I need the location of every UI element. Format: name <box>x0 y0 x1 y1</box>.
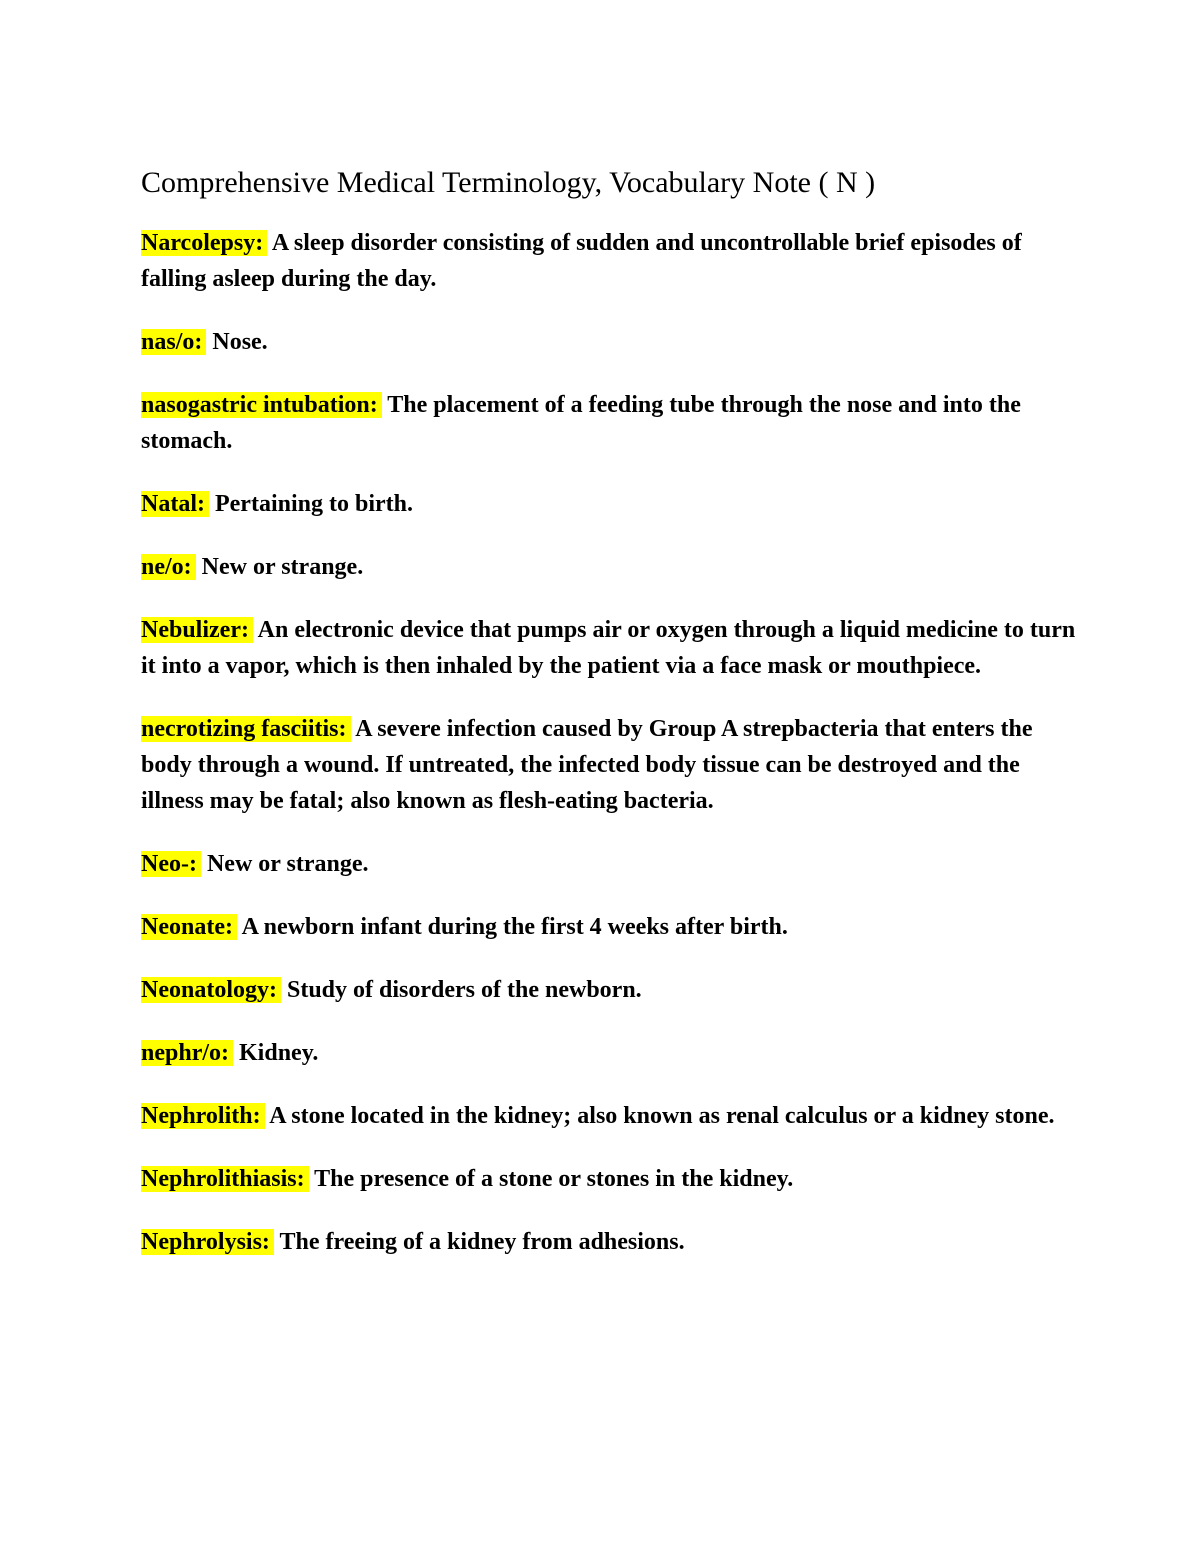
entry-term: nasogastric intubation: <box>141 392 382 418</box>
vocabulary-entry <box>141 711 1080 819</box>
vocabulary-entry <box>141 909 1080 945</box>
vocabulary-entry <box>141 486 1080 522</box>
entry-definition: A stone located in the kidney; also known as renal calculus or a kidney stone. <box>264 1103 1055 1129</box>
entry-definition: The placement of a feeding tube through the nose and into the stomach. <box>141 392 1021 454</box>
vocabulary-entry <box>141 846 1080 882</box>
vocabulary-entry <box>141 972 1080 1008</box>
entry-definition: A sleep disorder consisting of sudden and uncontrollable brief episodes of falling asleep during the day. <box>141 230 1022 292</box>
entry-term: Neo-: <box>141 851 201 877</box>
entry-term: Nephrolysis: <box>141 1229 274 1255</box>
entry-term: nas/o: <box>141 329 206 355</box>
entry-term: Neonatology: <box>141 977 281 1003</box>
vocabulary-entry <box>141 612 1080 684</box>
document-title: Comprehensive Medical Terminology, Vocabulary Note ( N ) <box>141 166 876 199</box>
entry-term: Narcolepsy: <box>141 230 267 256</box>
entry-definition: New or strange. <box>200 851 369 877</box>
entry-definition: Kidney. <box>233 1040 319 1066</box>
vocabulary-entry <box>141 225 1080 297</box>
entry-definition: The freeing of a kidney from adhesions. <box>273 1229 685 1255</box>
vocabulary-entry <box>141 1224 1080 1260</box>
entry-term: ne/o: <box>141 554 196 580</box>
entry-definition: A severe infection caused by Group A strepbacteria that enters the body through a wound. If untreated, the infected body tissue can be destroyed and the illness may be fatal; also known as flesh-eating bacteria. <box>141 716 1033 814</box>
entry-definition: Pertaining to birth. <box>208 491 413 517</box>
vocabulary-entry <box>141 1098 1080 1134</box>
entry-definition: The presence of a stone or stones in the kidney. <box>308 1166 794 1192</box>
vocabulary-entry <box>141 549 1080 585</box>
entry-term: necrotizing fasciitis: <box>141 716 351 742</box>
vocabulary-entry <box>141 1161 1080 1197</box>
entry-term: Nephrolithiasis: <box>141 1166 309 1192</box>
entry-definition: An electronic device that pumps air or oxygen through a liquid medicine to turn it into a vapor, which is then inhaled by the patient via a face mask or mouthpiece. <box>141 617 1076 679</box>
vocabulary-entry <box>141 1035 1080 1071</box>
entry-term: Nebulizer: <box>141 617 253 643</box>
entry-term: nephr/o: <box>141 1040 233 1066</box>
vocabulary-entry <box>141 387 1080 459</box>
entry-definition: A newborn infant during the first 4 weeks after birth. <box>236 914 788 940</box>
entry-term: Neonate: <box>141 914 237 940</box>
entry-term: Nephrolith: <box>141 1103 265 1129</box>
entry-definition: Nose. <box>206 329 268 355</box>
vocabulary-list <box>141 225 1080 1260</box>
entry-definition: New or strange. <box>195 554 364 580</box>
entry-term: Natal: <box>141 491 209 517</box>
vocabulary-entry <box>141 324 1080 360</box>
entry-definition: Study of disorders of the newborn. <box>280 977 642 1003</box>
